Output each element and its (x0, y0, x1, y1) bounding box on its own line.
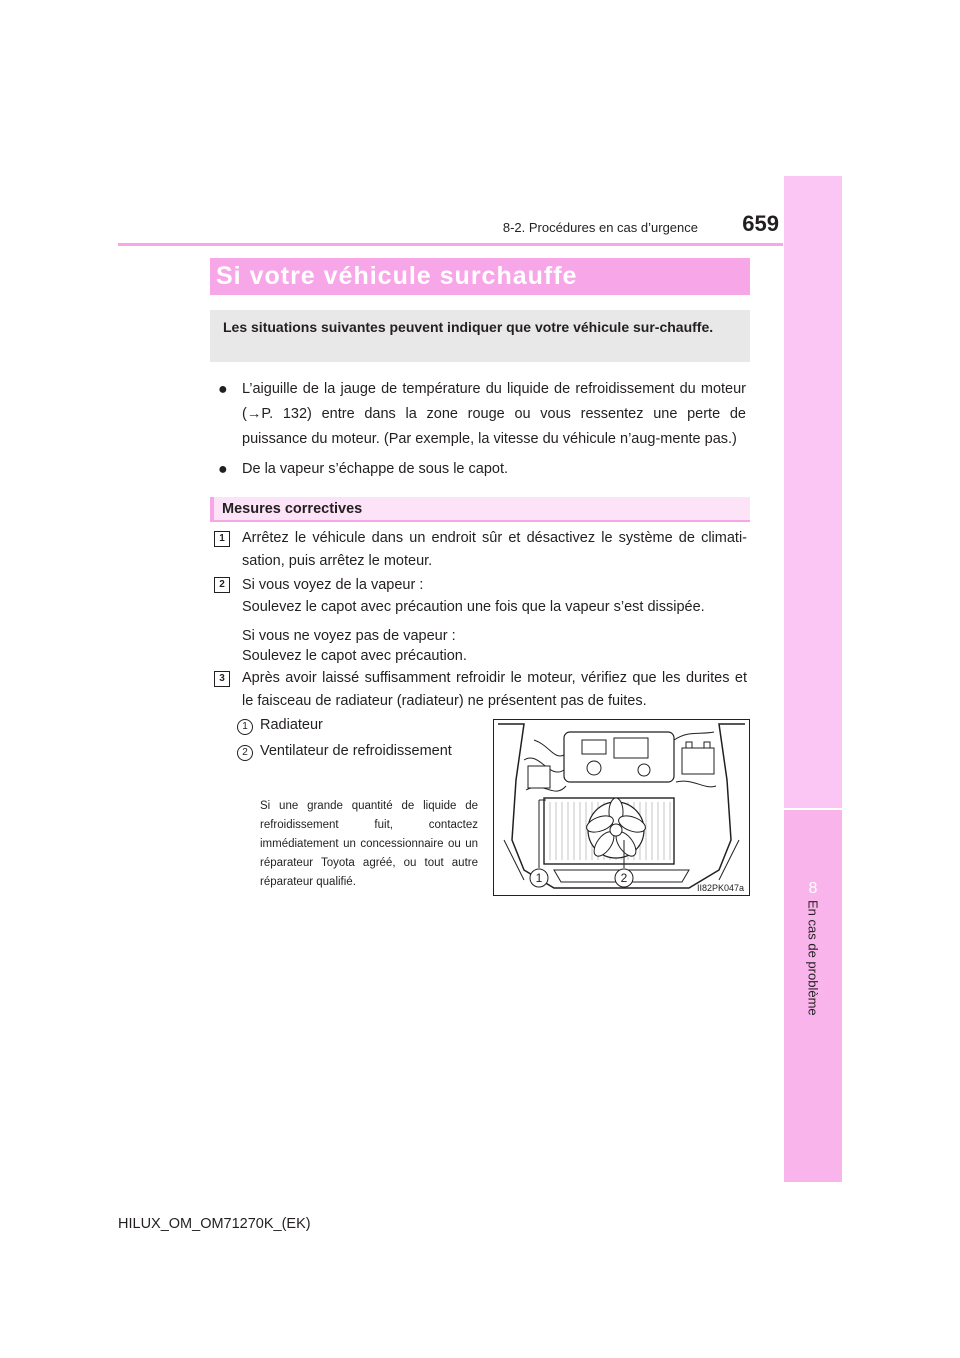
legend-note: Si une grande quantité de liquide de refroidissement fuit, contactez immédiatement un concessionnaire ou un réparateur Toyota agréé, ou tout autre réparateur qualifié. (260, 800, 478, 888)
list-item (218, 457, 746, 482)
step-2-line-3: Si vous ne voyez pas de vapeur : (242, 628, 456, 644)
page-number: 659 (742, 211, 779, 236)
chapter-number: 8 (808, 880, 818, 897)
bullet-icon: ● (218, 381, 228, 398)
legend-number-2: 2 (237, 745, 253, 761)
chapter-tab-upper (784, 176, 842, 808)
page-title: Si votre véhicule surchauffe (210, 258, 750, 295)
step-number-1: 1 (214, 531, 230, 547)
legend-number-1: 1 (237, 719, 253, 735)
section-path: 8-2. Procédures en cas d’urgence (502, 220, 698, 235)
list-item (218, 377, 746, 452)
step-2-line-2: Soulevez le capot avec précaution une fois que la vapeur s’est dissipée. (242, 599, 705, 615)
figure-code: II82PK047a (696, 883, 744, 893)
step-number-2: 2 (214, 577, 230, 593)
callout-number-1: 1 (535, 871, 543, 885)
step-2-line-1: Si vous voyez de la vapeur : (242, 577, 424, 593)
subsection-heading: Mesures correctives (210, 497, 750, 522)
step-3-text: Après avoir laissé suffisamment refroidir le moteur, vérifiez que les durites et le faisceau de radiateur (radiateur) ne présentent pas de fuites. (242, 670, 747, 709)
engine-bay-illustration (493, 719, 750, 896)
symptom-list (218, 377, 746, 487)
chapter-name: En cas de problème (805, 900, 821, 1016)
step-2-line-4: Soulevez le capot avec précaution. (242, 648, 467, 664)
legend-label-radiator: Radiateur (260, 717, 323, 733)
bullet-text: L’aiguille de la jauge de température du liquide de refroidissement du moteur (→P. 132) entre dans la zone rouge ou vous ressentez une perte de puissance du moteur. (Par exemple, la vitesse du véhicule n’aug-mente pas.) (242, 381, 746, 447)
bullet-icon: ● (218, 461, 228, 478)
step-number-3: 3 (214, 671, 230, 687)
callout-number-2: 2 (620, 871, 628, 885)
step-1-text: Arrêtez le véhicule dans un endroit sûr et désactivez le système de climati-sation, puis arrêtez le moteur. (242, 530, 747, 569)
document-id: HILUX_OM_OM71270K_(EK) (118, 1216, 311, 1232)
bullet-text: De la vapeur s’échappe de sous le capot. (242, 461, 509, 477)
header-rule (118, 243, 783, 246)
intro-box: Les situations suivantes peuvent indiquer que votre véhicule sur-chauffe. (210, 310, 750, 362)
engine-bay-drawing (494, 720, 749, 895)
legend-label-cooling-fan: Ventilateur de refroidissement (260, 743, 452, 759)
